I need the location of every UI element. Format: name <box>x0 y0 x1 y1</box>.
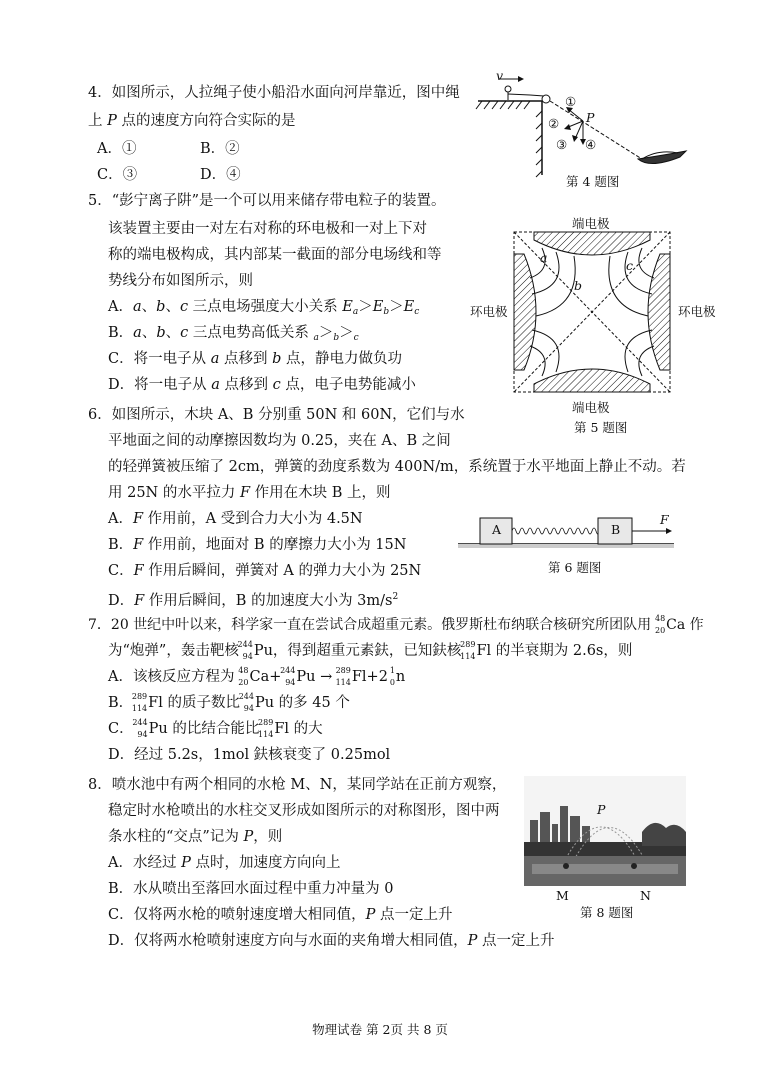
q4-fig-label-p: P <box>586 110 595 125</box>
page-footer: 物理试卷 第 2页 共 8 页 <box>312 1022 448 1037</box>
q8-stem-line1: 8．喷水池中有两个相同的水枪 M、N，某同学站在正前方观察， <box>88 777 507 793</box>
q4-option-b: B．② <box>200 141 240 157</box>
q6-fig-block-b: B <box>611 522 621 537</box>
q6-option-a: A．F 作用前，A 受到合力大小为 4.5N <box>108 511 363 527</box>
q4-fig-label-v: v <box>496 68 504 83</box>
q4-figure <box>470 65 700 185</box>
q5-fig-ring-right: 环电极 <box>678 304 716 319</box>
q8-fig-label-m: M <box>556 888 569 903</box>
q4-stem-line2: 上 P 点的速度方向符合实际的是 <box>88 113 296 129</box>
q4-option-c: C．③ <box>97 167 138 183</box>
q6-option-b: B．F 作用前，地面对 B 的摩擦力大小为 15N <box>108 537 407 553</box>
q7-stem-line2: 为“炮弹”，轰击靶核 244 94 Pu，得到超重元素鈇，已知鈇核 289 114 Fl 的半衰期为 2.6s，则 <box>108 640 633 661</box>
q4-fig-label-1: ① <box>565 94 577 109</box>
q5-figure <box>512 230 672 394</box>
q4-caption: 第 4 题图 <box>566 174 620 189</box>
q5-fig-point-b: b <box>574 278 583 293</box>
q8-fig-point-p: P <box>597 802 606 817</box>
q8-stem-line2: 稳定时水枪喷出的水柱交叉形成如图所示的对称图形，图中两 <box>108 803 500 819</box>
q4-stem-line1: 4．如图所示，人拉绳子使小船沿水面向河岸靠近，图中绳 <box>88 85 460 101</box>
q7-option-a: A．该核反应方程为 48 20 Ca+ 244 94 Pu → 289 114 Fl+2 1 0 n <box>108 666 406 687</box>
q5-option-b: B．a、b、c 三点电势高低关系 $_a>_b>_c$ <box>108 325 359 343</box>
q4-fig-label-3: ③ <box>556 137 568 152</box>
q5-fig-end-top: 端电极 <box>572 216 610 231</box>
q4-option-d: D．④ <box>200 167 241 183</box>
q8-fig-label-n: N <box>640 888 651 903</box>
q7-option-b: B． 289 114 Fl 的质子数比 244 94 Pu 的多 45 个 <box>108 692 350 713</box>
q6-option-c: C．F 作用后瞬间，弹簧对 A 的弹力大小为 25N <box>108 563 422 579</box>
q8-stem-line3: 条水柱的“交点”记为 P，则 <box>108 829 283 845</box>
q4-fig-label-4: ④ <box>585 137 597 152</box>
q5-stem-line4: 势线分布如图所示，则 <box>108 273 253 289</box>
q6-stem-line1: 6．如图所示，木块 A、B 分别重 50N 和 60N，它们与水 <box>88 407 465 423</box>
q8-option-a: A．水经过 P 点时，加速度方向向上 <box>108 855 341 871</box>
q5-stem-line3: 称的端电极构成，其内部某一截面的部分电场线和等 <box>108 247 442 263</box>
q4-option-a: A．① <box>97 141 137 157</box>
q5-fig-point-a: a <box>540 250 548 265</box>
q5-fig-ring-left: 环电极 <box>470 304 508 319</box>
q4-fig-label-2: ② <box>548 116 560 131</box>
q8-photo <box>524 776 686 886</box>
q6-fig-force-f: F <box>660 512 669 527</box>
q8-caption: 第 8 题图 <box>580 905 634 920</box>
q7-option-c: C． 244 94 Pu 的比结合能比 289 114 Fl 的大 <box>108 718 323 739</box>
q6-stem-line3: 的轻弹簧被压缩了 2cm，弹簧的劲度系数为 400N/m，系统置于水平地面上静止不动。若 <box>108 459 686 475</box>
q5-stem-line1: 5．“彭宁离子阱”是一个可以用来储存带电粒子的装置。 <box>88 193 446 209</box>
q7-stem-line1: 7．20 世纪中叶以来，科学家一直在尝试合成超重元素。俄罗斯杜布纳联合核研究所团队用 48 20 Ca 作 <box>88 614 704 635</box>
q6-stem-line4: 用 25N 的水平拉力 F 作用在木块 B 上，则 <box>108 485 391 501</box>
q5-stem-line2: 该装置主要由一对左右对称的环电极和一对上下对 <box>108 221 427 237</box>
q6-figure <box>456 512 678 552</box>
q7-option-d: D．经过 5.2s，1mol 鈇核衰变了 0.25mol <box>108 747 391 763</box>
q6-fig-block-a: A <box>492 522 502 537</box>
q6-stem-line2: 平地面之间的动摩擦因数均为 0.25，夹在 A、B 之间 <box>108 433 451 449</box>
q5-fig-end-bottom: 端电极 <box>572 400 610 415</box>
q6-option-d: D．F 作用后瞬间，B 的加速度大小为 $3m/s^2$ <box>108 592 399 609</box>
q5-option-d: D．将一电子从 a 点移到 c 点，电子电势能减小 <box>108 377 416 393</box>
q8-option-d: D．仅将两水枪喷射速度方向与水面的夹角增大相同值，P 点一定上升 <box>108 933 555 949</box>
q6-caption: 第 6 题图 <box>548 560 602 575</box>
q5-caption: 第 5 题图 <box>574 420 628 435</box>
q5-fig-point-c: c <box>626 258 634 273</box>
q5-option-c: C．将一电子从 a 点移到 b 点，静电力做负功 <box>108 351 402 367</box>
q8-option-b: B．水从喷出至落回水面过程中重力冲量为 0 <box>108 881 394 897</box>
q5-option-a: A．a、b、c 三点电场强度大小关系 $E_a>E_b>E_c$ <box>108 299 420 317</box>
q8-option-c: C．仅将两水枪的喷射速度增大相同值，P 点一定上升 <box>108 907 453 923</box>
